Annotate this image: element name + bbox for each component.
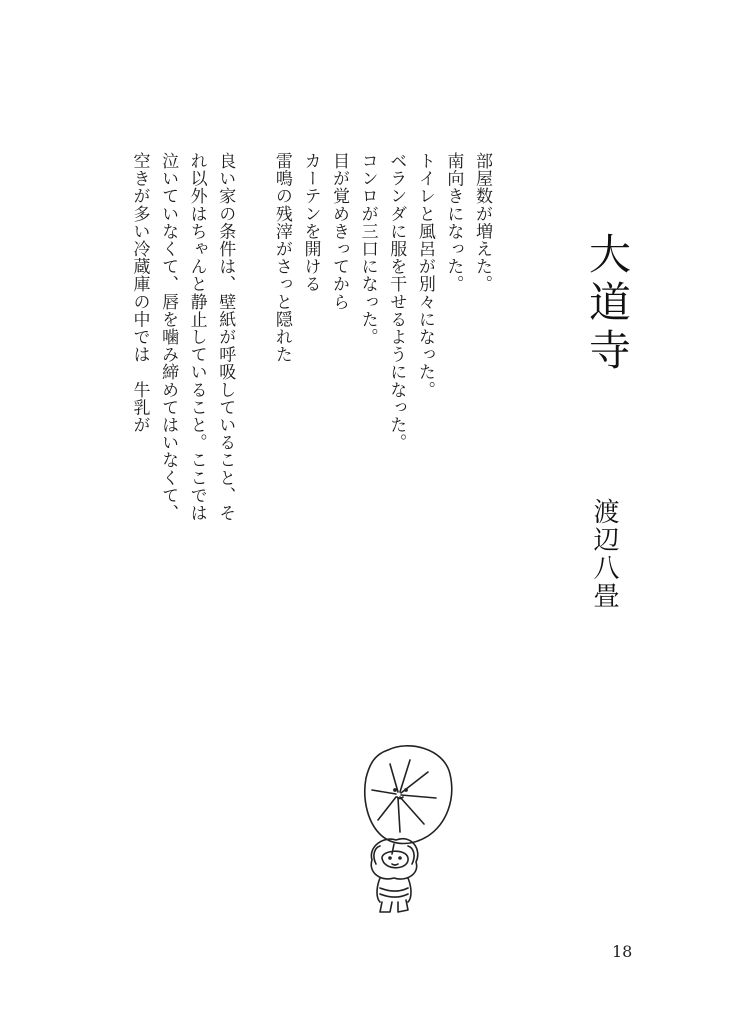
page-number: 18: [612, 942, 633, 961]
poem-line: 目が覚めきってから: [329, 152, 350, 311]
poem-line: ベランダに服を干せるようになった。: [386, 152, 407, 452]
creature-holding-leaf-icon: [350, 742, 460, 914]
poem-line: れ以外はちゃんと静止していること。ここでは: [186, 152, 207, 522]
poem-title: 大道寺: [583, 232, 632, 376]
author-name: 渡辺八畳: [589, 498, 619, 610]
poem-line: 南向きになった。: [443, 152, 464, 293]
poem-line: 部屋数が増えた。: [472, 152, 492, 293]
poem-line: 空きが多い冷蔵庫の中では 牛乳が: [129, 152, 150, 434]
poem-line: 雷鳴の残滓がさっと隠れた: [271, 152, 292, 364]
poem-line: カーテンを開ける: [300, 152, 321, 293]
poem-body: [124, 152, 496, 532]
stanza-break: [239, 152, 267, 532]
poem-line: トイレと風呂が別々になった。: [414, 152, 435, 399]
poem-line: 良い家の条件は、壁紙が呼吸していること、そ: [215, 152, 236, 522]
poem-line: コンロが三口になった。: [357, 152, 378, 346]
poem-line: 泣いていなくて、唇を噛み締めてはいなくて、: [158, 152, 179, 522]
